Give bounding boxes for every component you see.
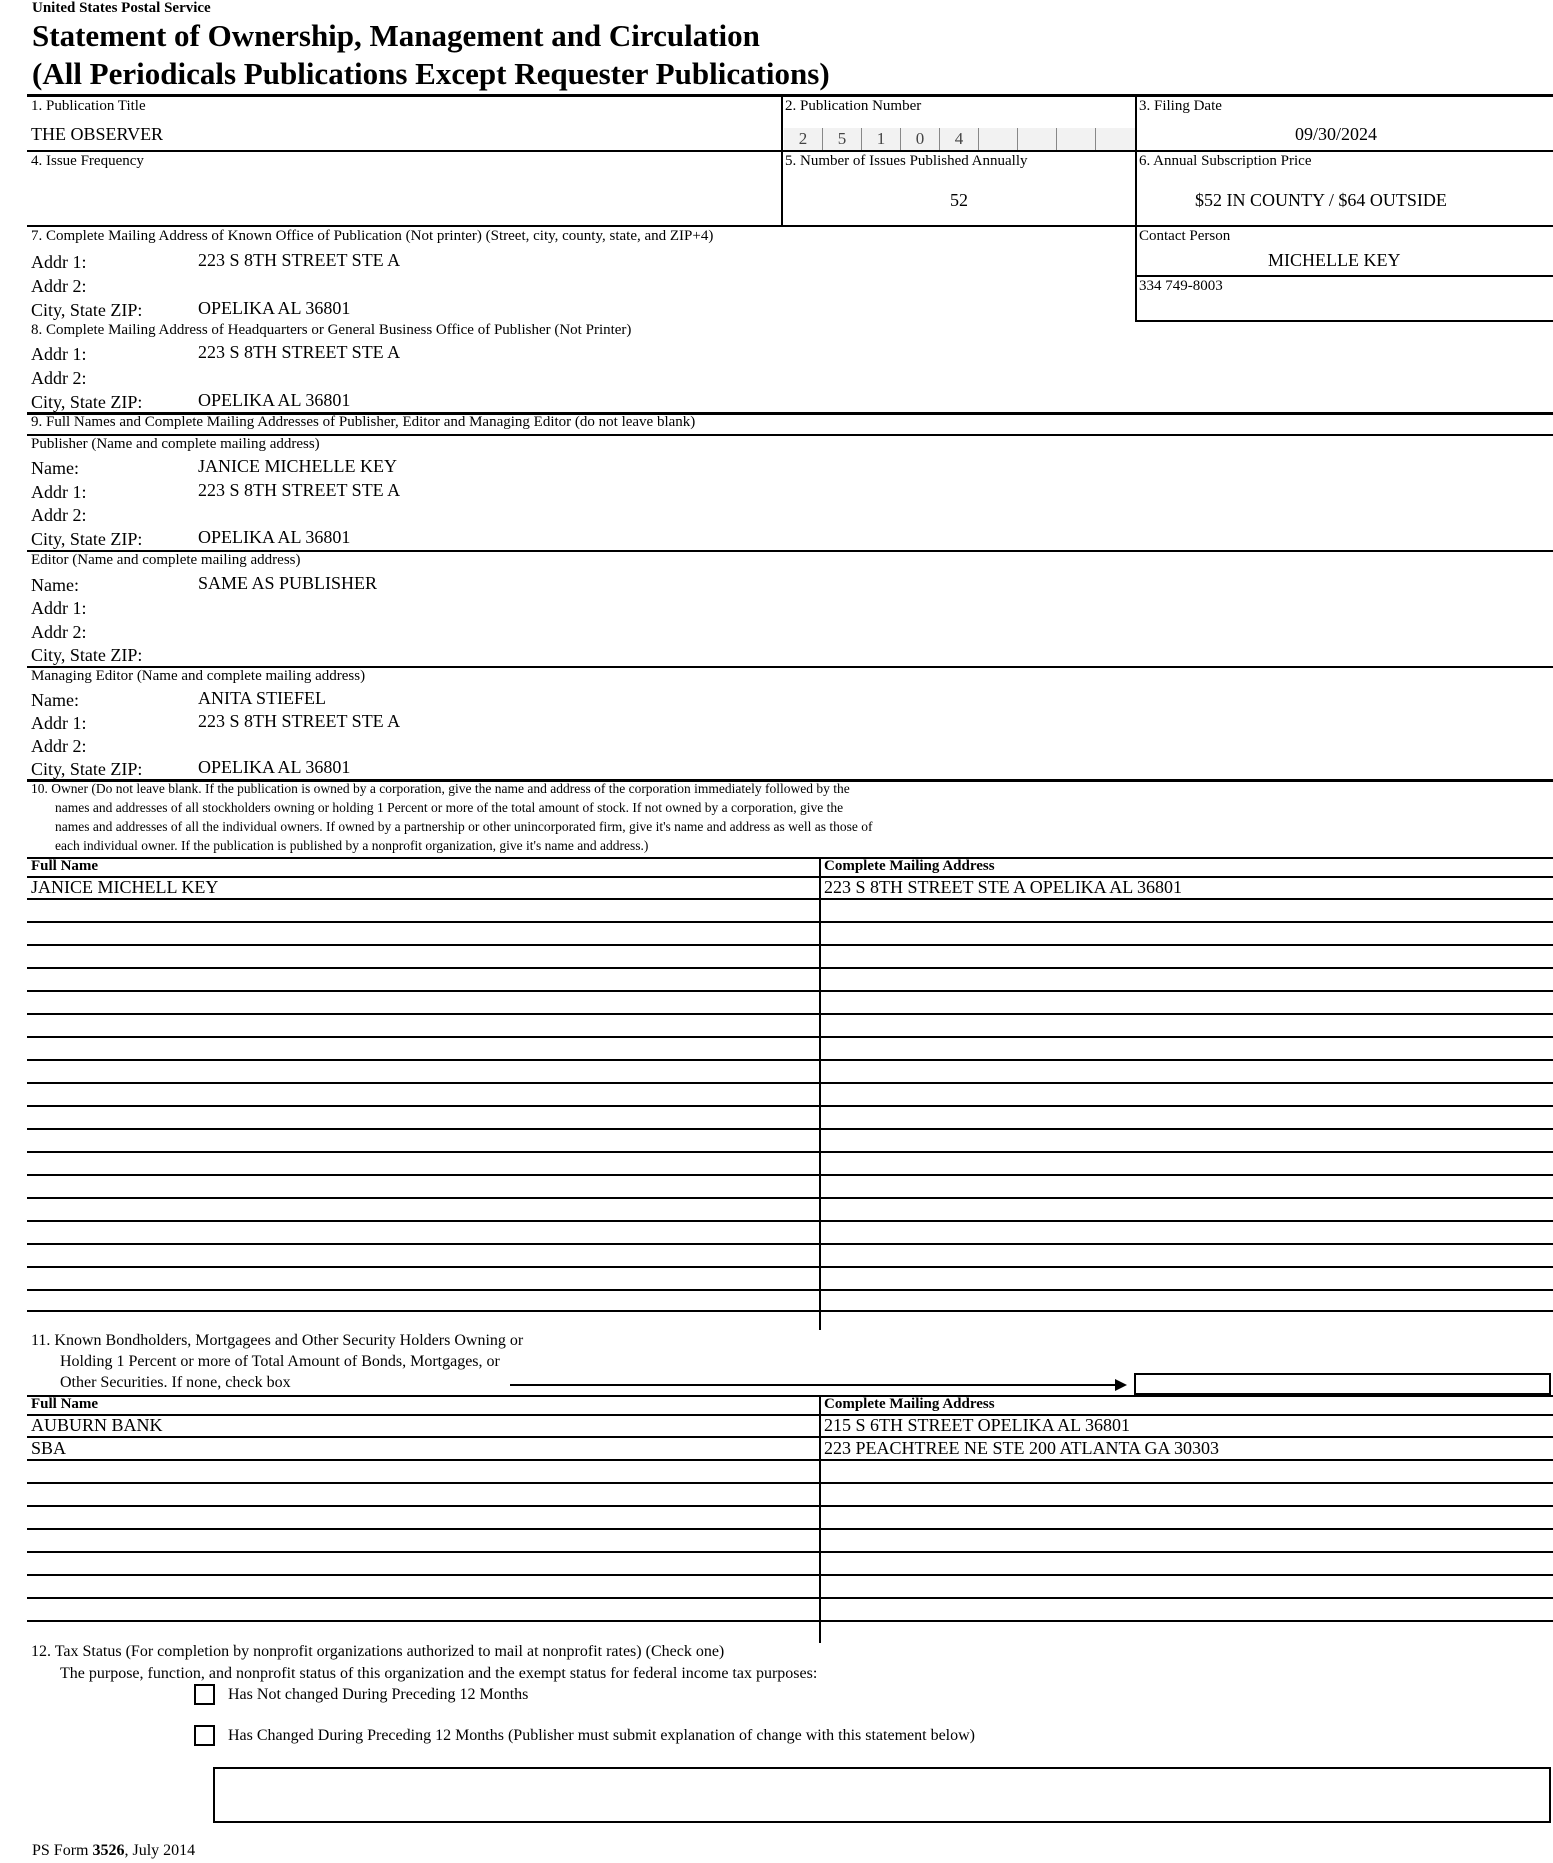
table-row	[27, 1266, 1553, 1268]
table-row	[27, 1482, 1553, 1484]
table-row	[27, 1013, 1553, 1015]
bond-table-top-rule	[27, 1395, 1553, 1397]
table-row	[27, 1597, 1553, 1599]
contact-person-label: Contact Person	[1139, 228, 1231, 244]
publication-title-value: THE OBSERVER	[31, 124, 164, 144]
bond-col-name-header: Full Name	[31, 1396, 99, 1412]
bondholders-instructions-line2: Holding 1 Percent or more of Total Amount of Bonds, Mortgages, or	[60, 1353, 500, 1370]
table-row	[27, 1459, 1553, 1461]
owner-row-name: JANICE MICHELL KEY	[31, 877, 219, 897]
city-state-zip-label: City, State ZIP:	[31, 300, 143, 320]
bondholders-instructions-line3: Other Securities. If none, check box	[60, 1374, 291, 1391]
table-row	[27, 1310, 1553, 1312]
filing-date-label: 3. Filing Date	[1139, 98, 1222, 114]
table-row	[27, 1289, 1553, 1291]
change-explanation-field[interactable]	[213, 1767, 1551, 1823]
hq-city-value: OPELIKA AL 36801	[198, 390, 351, 410]
publication-number-digit	[979, 128, 1018, 150]
owner-instructions-line1: 10. Owner (Do not leave blank. If the publication is owned by a corporation, give the name and address of the corporation immediately followed by the	[31, 781, 850, 796]
addr1-label: Addr 1:	[31, 713, 87, 733]
bond-row-name: SBA	[31, 1438, 67, 1458]
name-label: Name:	[31, 690, 79, 710]
publication-number-digit: 5	[823, 128, 862, 150]
subscription-price-label: 6. Annual Subscription Price	[1139, 153, 1312, 169]
owner-table-column-divider	[819, 857, 821, 1330]
table-row	[27, 944, 1553, 946]
publisher-city-value: OPELIKA AL 36801	[198, 527, 351, 547]
addr2-label: Addr 2:	[31, 505, 87, 525]
publication-number-label: 2. Publication Number	[785, 98, 922, 114]
headquarters-address-label: 8. Complete Mailing Address of Headquarters or General Business Office of Publisher (Not Printer)	[31, 322, 632, 338]
issues-per-year-value: 52	[950, 190, 968, 210]
contact-bottom-rule	[1135, 320, 1553, 322]
editor-name-value: SAME AS PUBLISHER	[198, 573, 378, 593]
form-title-line2: (All Periodicals Publications Except Requester Publications)	[32, 56, 830, 91]
publication-number-digit	[1057, 128, 1096, 150]
tax-status-not-changed-label: Has Not changed During Preceding 12 Months	[228, 1686, 529, 1703]
contact-divider	[1135, 275, 1553, 277]
row-rule	[27, 150, 1553, 152]
table-row	[27, 1082, 1553, 1084]
editor-heading: Editor (Name and complete mailing address)	[31, 552, 301, 568]
table-row	[27, 1105, 1553, 1107]
field9-label: 9. Full Names and Complete Mailing Addresses of Publisher, Editor and Managing Editor (do not leave blank)	[31, 414, 696, 430]
table-row	[27, 1436, 1553, 1438]
city-state-zip-label: City, State ZIP:	[31, 392, 143, 412]
owner-instructions-line4: each individual owner. If the publication is published by a nonprofit organization, give it's name and address.)	[55, 838, 649, 853]
publisher-heading: Publisher (Name and complete mailing address)	[31, 436, 320, 452]
table-row	[27, 1197, 1553, 1199]
hq-addr1-value: 223 S 8TH STREET STE A	[198, 342, 401, 362]
managing-editor-heading: Managing Editor (Name and complete mailing address)	[31, 668, 366, 684]
top-rule	[27, 94, 1553, 97]
addr2-label: Addr 2:	[31, 368, 87, 388]
addr1-label: Addr 1:	[31, 598, 87, 618]
tax-status-line2: The purpose, function, and nonprofit status of this organization and the exempt status for federal income tax purposes:	[60, 1665, 818, 1682]
table-row	[27, 1059, 1553, 1061]
bond-row-address: 223 PEACHTREE NE STE 200 ATLANTA GA 30303	[824, 1438, 1220, 1458]
table-row	[27, 967, 1553, 969]
bond-row-name: AUBURN BANK	[31, 1415, 163, 1435]
arrow-line	[510, 1384, 1125, 1386]
managing-editor-addr1-value: 223 S 8TH STREET STE A	[198, 711, 401, 731]
divider	[1135, 96, 1137, 322]
publisher-addr1-value: 223 S 8TH STREET STE A	[198, 480, 401, 500]
subscription-price-value: $52 IN COUNTY / $64 OUTSIDE	[1195, 190, 1447, 210]
managing-editor-city-value: OPELIKA AL 36801	[198, 757, 351, 777]
tax-status-line1: 12. Tax Status (For completion by nonprofit organizations authorized to mail at nonprofit rates) (Check one)	[31, 1643, 725, 1660]
bond-row-address: 215 S 6TH STREET OPELIKA AL 36801	[824, 1415, 1131, 1435]
table-row	[27, 1243, 1553, 1245]
table-row	[27, 1505, 1553, 1507]
table-row	[27, 1620, 1553, 1622]
publication-number-digit	[1018, 128, 1057, 150]
addr1-label: Addr 1:	[31, 344, 87, 364]
owner-row-address: 223 S 8TH STREET STE A OPELIKA AL 36801	[824, 877, 1183, 897]
table-row	[27, 1574, 1553, 1576]
owner-instructions-line3: names and addresses of all the individual owners. If owned by a partnership or other unincorporated firm, give it's name and address as well as those of	[55, 819, 873, 834]
divider	[781, 96, 783, 226]
form-date: , July 2014	[124, 1842, 196, 1859]
owner-col-address-header: Complete Mailing Address	[824, 858, 995, 874]
owner-col-name-header: Full Name	[31, 858, 99, 874]
tax-status-changed-checkbox[interactable]	[194, 1725, 215, 1746]
publication-number-digit: 1	[862, 128, 901, 150]
table-row	[27, 990, 1553, 992]
owner-instructions-line2: names and addresses of all stockholders owning or holding 1 Percent or more of the total amount of stock. If not owned by a corporation, give the	[55, 800, 844, 815]
addr2-label: Addr 2:	[31, 736, 87, 756]
publication-number-digit: 2	[784, 128, 823, 150]
issue-frequency-label: 4. Issue Frequency	[31, 153, 144, 169]
city-state-zip-label: City, State ZIP:	[31, 759, 143, 779]
row-rule	[27, 225, 1553, 227]
tax-status-changed-label: Has Changed During Preceding 12 Months (Publisher must submit explanation of change with this statement below)	[228, 1727, 975, 1744]
table-row	[27, 1036, 1553, 1038]
agency-name: United States Postal Service	[32, 0, 211, 16]
owner-table-top-rule	[27, 857, 1553, 859]
form-title-line1: Statement of Ownership, Management and Circulation	[32, 18, 760, 53]
arrow-right-icon	[1115, 1379, 1127, 1391]
city-state-zip-label: City, State ZIP:	[31, 529, 143, 549]
table-row	[27, 1220, 1553, 1222]
table-row	[27, 1151, 1553, 1153]
table-row	[27, 898, 1553, 900]
filing-date-value: 09/30/2024	[1295, 124, 1378, 144]
form-prefix: PS Form	[32, 1842, 93, 1859]
city-state-zip-label: City, State ZIP:	[31, 645, 143, 665]
form-footer	[32, 1842, 195, 1860]
managing-editor-name-value: ANITA STIEFEL	[198, 688, 327, 708]
table-row	[27, 1551, 1553, 1553]
office-city-value: OPELIKA AL 36801	[198, 298, 351, 318]
bond-table-header-rule	[27, 1414, 1553, 1416]
issues-per-year-label: 5. Number of Issues Published Annually	[785, 153, 1028, 169]
bond-col-address-header: Complete Mailing Address	[824, 1396, 995, 1412]
contact-phone-value: 334 749-8003	[1139, 278, 1223, 294]
office-address-label: 7. Complete Mailing Address of Known Office of Publication (Not printer) (Street, city, county, state, and ZIP+4)	[31, 228, 714, 244]
publisher-name-value: JANICE MICHELLE KEY	[198, 456, 397, 476]
name-label: Name:	[31, 575, 79, 595]
publication-number-digit: 4	[940, 128, 979, 150]
table-row	[27, 921, 1553, 923]
publication-title-label: 1. Publication Title	[31, 98, 146, 114]
tax-status-not-changed-checkbox[interactable]	[194, 1684, 215, 1705]
addr1-label: Addr 1:	[31, 252, 87, 272]
none-checkbox[interactable]	[1134, 1373, 1551, 1395]
name-label: Name:	[31, 458, 79, 478]
table-row	[27, 1128, 1553, 1130]
addr2-label: Addr 2:	[31, 622, 87, 642]
contact-person-value: MICHELLE KEY	[1268, 250, 1401, 270]
table-row	[27, 1174, 1553, 1176]
bond-table-column-divider	[819, 1395, 821, 1643]
publication-number-digit: 0	[901, 128, 940, 150]
owner-table-header-rule	[27, 876, 1553, 878]
table-row	[27, 1528, 1553, 1530]
publication-number-digit	[1096, 128, 1135, 150]
addr1-label: Addr 1:	[31, 482, 87, 502]
form-number: 3526	[92, 1842, 125, 1859]
bondholders-instructions-line1: 11. Known Bondholders, Mortgagees and Other Security Holders Owning or	[31, 1332, 524, 1349]
office-addr1-value: 223 S 8TH STREET STE A	[198, 250, 401, 270]
addr2-label: Addr 2:	[31, 276, 87, 296]
